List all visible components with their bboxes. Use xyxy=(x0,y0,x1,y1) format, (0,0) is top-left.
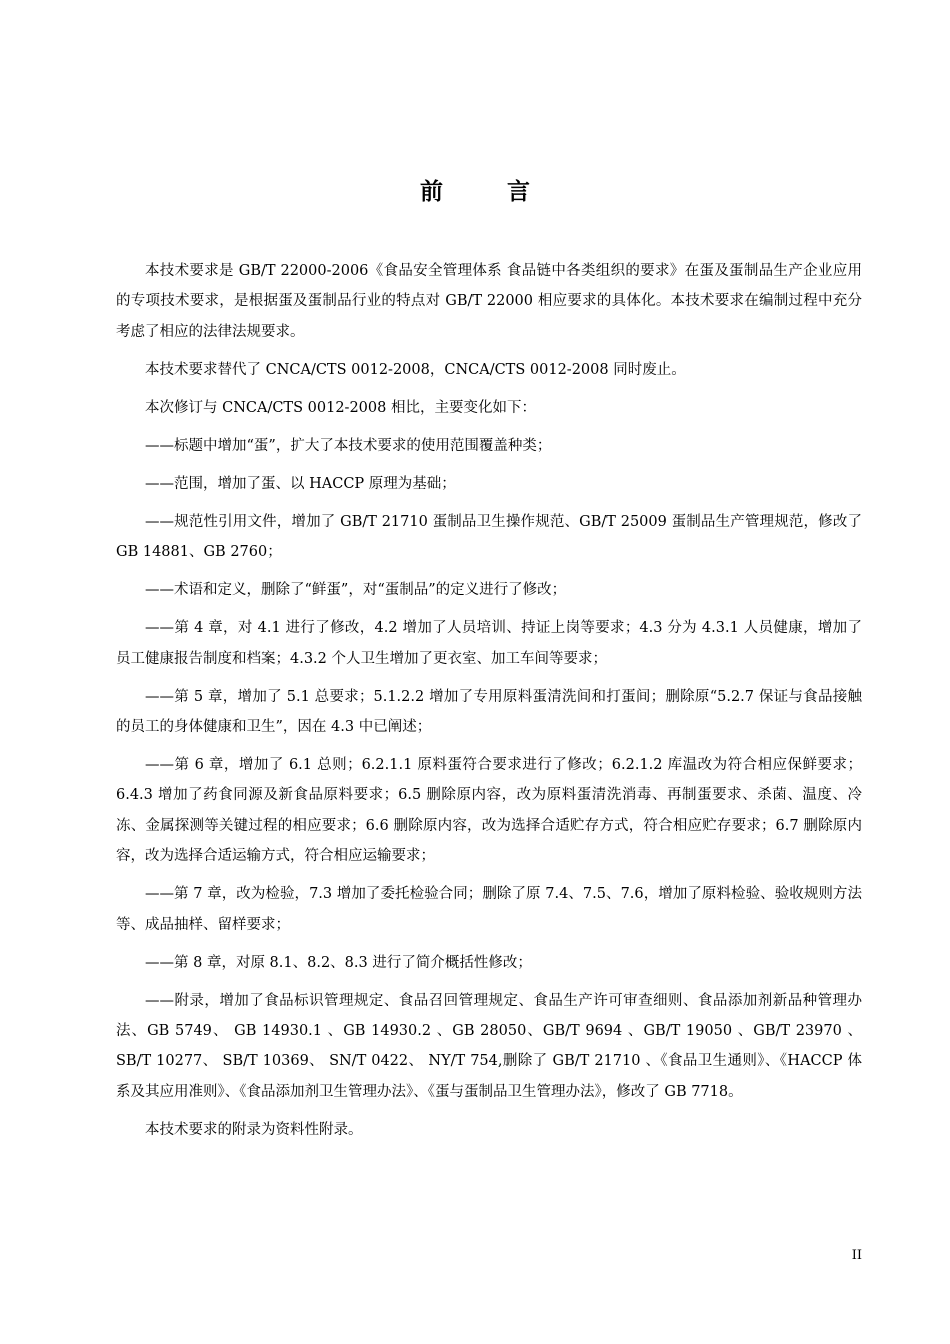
page-title: 前 言 xyxy=(419,179,558,205)
paragraph: 本技术要求的附录为资料性附录。 xyxy=(145,1121,363,1138)
paragraph: ——第 7 章，改为检验，7.3 增加了委托检验合同；删除了原 7.4、7.5、7.6，增加了原料检验、验收规则方法等、成品抽样、留样要求； xyxy=(116,886,862,933)
paragraph: 本技术要求是 GB/T 22000-2006《食品安全管理体系 食品链中各类组织的要求》在蛋及蛋制品生产企业应用的专项技术要求，是根据蛋及蛋制品行业的特点对 GB/T 22000 相应要求的具体化。本技术要求在编制过程中充分考虑了相应的法律法规要求。 xyxy=(116,263,862,340)
paragraph: 本次修订与 CNCA/CTS 0012-2008 相比，主要变化如下： xyxy=(145,399,536,416)
paragraph: ——术语和定义，删除了“鲜蛋”，对“蛋制品”的定义进行了修改； xyxy=(145,582,567,599)
foreword-body xyxy=(116,256,862,1153)
paragraph: ——附录，增加了食品标识管理规定、食品召回管理规定、食品生产许可审查细则、食品添加剂新品种管理办法、GB 5749、 GB 14930.1 、GB 14930.2 、GB 28050、GB/T 9694 、GB/T 19050 、GB/T 23970 、SB/T 10277、 SB/T 10369、 SN/T 0422、 NY/T 754,删除了 GB/T 21710 、《食品卫生通则》、《HACCP 体系及其应用准则》、《食品添加剂卫生管理办法》、《蛋与蛋制品卫生管理办法》，修改了 GB 7718。 xyxy=(116,992,862,1100)
paragraph: 本技术要求替代了 CNCA/CTS 0012-2008，CNCA/CTS 0012-2008 同时废止。 xyxy=(145,361,686,378)
paragraph: ——第 4 章，对 4.1 进行了修改，4.2 增加了人员培训、持证上岗等要求；4.3 分为 4.3.1 人员健康，增加了员工健康报告制度和档案；4.3.2 个人卫生增加了更衣室、加工车间等要求； xyxy=(116,620,862,667)
paragraph: ——规范性引用文件，增加了 GB/T 21710 蛋制品卫生操作规范、GB/T 25009 蛋制品生产管理规范，修改了 GB 14881、GB 2760； xyxy=(116,513,862,561)
paragraph: ——标题中增加“蛋”，扩大了本技术要求的使用范围覆盖种类； xyxy=(145,437,552,454)
paragraph: ——第 5 章，增加了 5.1 总要求；5.1.2.2 增加了专用原料蛋清洗间和打蛋间；删除原“5.2.7 保证与食品接触的员工的身体健康和卫生”，因在 4.3 中已阐述； xyxy=(116,688,862,736)
paragraph: ——第 8 章，对原 8.1、8.2、8.3 进行了简介概括性修改； xyxy=(145,954,532,971)
page-number: II xyxy=(851,1248,862,1263)
paragraph: ——第 6 章，增加了 6.1 总则；6.2.1.1 原料蛋符合要求进行了修改；6.2.1.2 库温改为符合相应保鲜要求；6.4.3 增加了药食同源及新食品原料要求；6.5 删除原内容，改为原料蛋清洗消毒、再制蛋要求、杀菌、温度、冷冻、金属探测等关键过程的相应要求；6.6 删除原内容，改为选择合适贮存方式，符合相应贮存要求；6.7 删除原内容，改为选择合适运输方式，符合相应运输要求； xyxy=(116,757,862,865)
paragraph: ——范围，增加了蛋、以 HACCP 原理为基础； xyxy=(145,475,456,492)
